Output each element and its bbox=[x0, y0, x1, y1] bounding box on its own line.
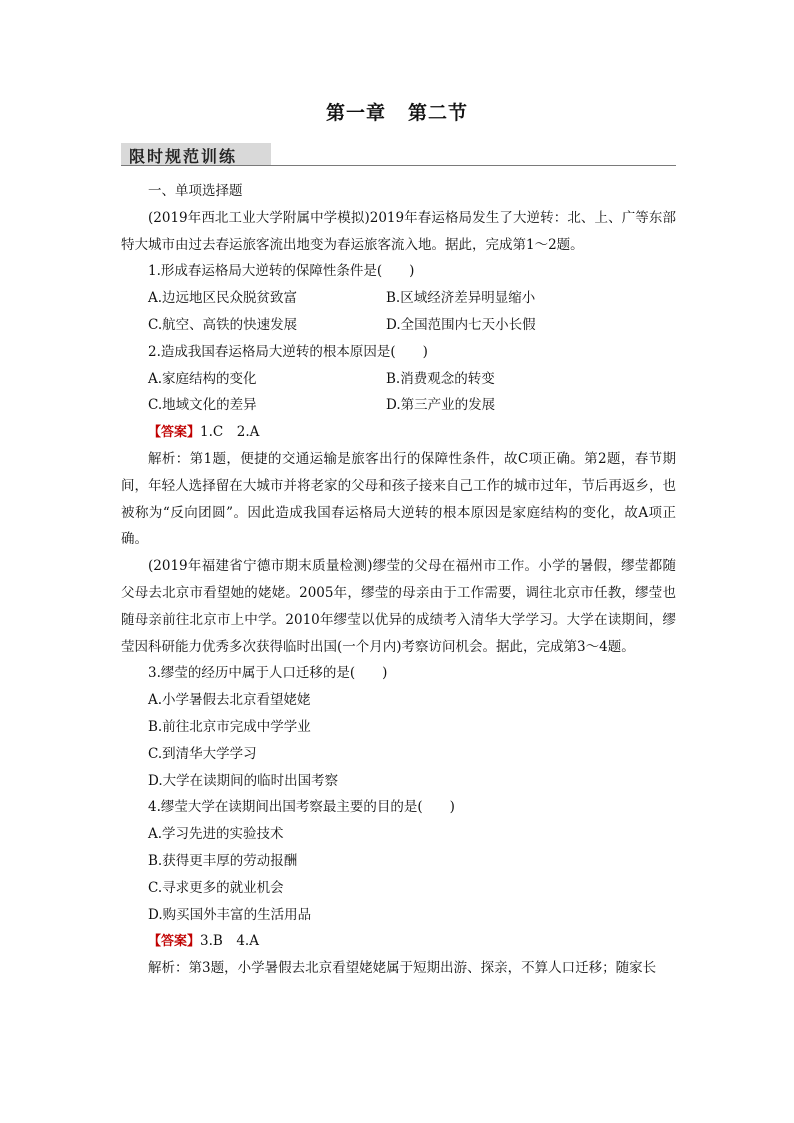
answer-1-text: 1.C 2.A bbox=[200, 424, 260, 441]
question-4-option-d: D.购买国外丰富的生活用品 bbox=[148, 906, 312, 923]
question-4-option-a: A.学习先进的实验技术 bbox=[148, 826, 284, 843]
title-section: 第二节 bbox=[408, 102, 469, 124]
question-2-option-a: A.家庭结构的变化 bbox=[148, 370, 257, 387]
question-2-options-row-2 bbox=[121, 392, 676, 419]
question-2-option-b: B.消费观念的转变 bbox=[386, 370, 495, 387]
answer-2-text: 3.B 4.A bbox=[200, 933, 259, 950]
question-3-option-b: B.前往北京市完成中学学业 bbox=[148, 718, 311, 735]
question-2-options-row-1 bbox=[121, 366, 676, 393]
question-2-option-d: D.第三产业的发展 bbox=[386, 397, 496, 414]
banner-label: 限时规范训练 bbox=[129, 147, 238, 166]
question-1-option-a: A.边远地区民众脱贫致富 bbox=[148, 290, 298, 307]
question-1-option-c: C.航空、高铁的快速发展 bbox=[148, 316, 298, 333]
analysis-2: 解析：第3题，小学暑假去北京看望姥姥属于短期出游、探亲，不算人口迁移；随家长 bbox=[148, 960, 657, 977]
question-4-option-c: C.寻求更多的就业机会 bbox=[148, 879, 284, 896]
passage-2: (2019年福建省宁德市期末质量检测)缪莹的父母在福州市工作。小学的暑假，缪莹都随父母去北京市看望她的姥姥。2005年，缪莹的母亲由于工作需要，调往北京市任教，缪莹也随母亲前往北京市上中学。2010年缪莹以优异的成绩考入清华大学学习。大学在读期间，缪莹因科研能力优秀多次获得临时出国(一个月内)考察访问机会。据此，完成第3～4题。 bbox=[121, 558, 676, 655]
question-1-option-b: B.区域经济差异明显缩小 bbox=[386, 290, 536, 307]
question-2-stem: 2.造成我国春运格局大逆转的根本原因是( ) bbox=[148, 343, 428, 360]
exercise-content bbox=[121, 178, 676, 982]
question-1-options-row-2 bbox=[121, 312, 676, 339]
section-heading: 一、单项选择题 bbox=[148, 183, 243, 199]
question-3-option-c: C.到清华大学学习 bbox=[148, 745, 257, 762]
page-title bbox=[0, 98, 794, 125]
analysis-1: 解析：第1题，便捷的交通运输是旅客出行的保障性条件，故C项正确。第2题，春节期间，年轻人选择留在大城市并将老家的父母和孩子接来自己工作的城市过年，节后再返乡，也被称为“反向团圆”。因此造成我国春运格局大逆转的根本原因是家庭结构的变化，故A项正确。 bbox=[121, 450, 676, 548]
question-3-stem: 3.缪莹的经历中属于人口迁移的是( ) bbox=[148, 665, 388, 682]
answer-2-tag: 【答案】 bbox=[148, 934, 201, 950]
question-1-stem: 1.形成春运格局大逆转的保障性条件是( ) bbox=[148, 263, 415, 280]
question-3-option-a: A.小学暑假去北京看望姥姥 bbox=[148, 692, 311, 709]
question-4-stem: 4.缪莹大学在读期间出国考察最主要的目的是( ) bbox=[148, 799, 455, 816]
answer-1-tag: 【答案】 bbox=[148, 425, 201, 441]
question-4-option-b: B.获得更丰厚的劳动报酬 bbox=[148, 852, 298, 869]
question-1-option-d: D.全国范围内七天小长假 bbox=[386, 316, 536, 333]
question-3-option-d: D.大学在读期间的临时出国考察 bbox=[148, 772, 339, 789]
question-1-options-row-1 bbox=[121, 285, 676, 312]
question-2-option-c: C.地域文化的差异 bbox=[148, 397, 257, 414]
title-chapter: 第一章 bbox=[325, 102, 386, 124]
answer-2 bbox=[121, 928, 676, 955]
banner-rule bbox=[121, 165, 676, 166]
passage-1: (2019年西北工业大学附属中学模拟)2019年春运格局发生了大逆转：北、上、广等东部特大城市由过去春运旅客流出地变为春运旅客流入地。据此，完成第1～2题。 bbox=[121, 209, 676, 253]
answer-1 bbox=[121, 419, 676, 446]
section-banner bbox=[121, 143, 271, 166]
